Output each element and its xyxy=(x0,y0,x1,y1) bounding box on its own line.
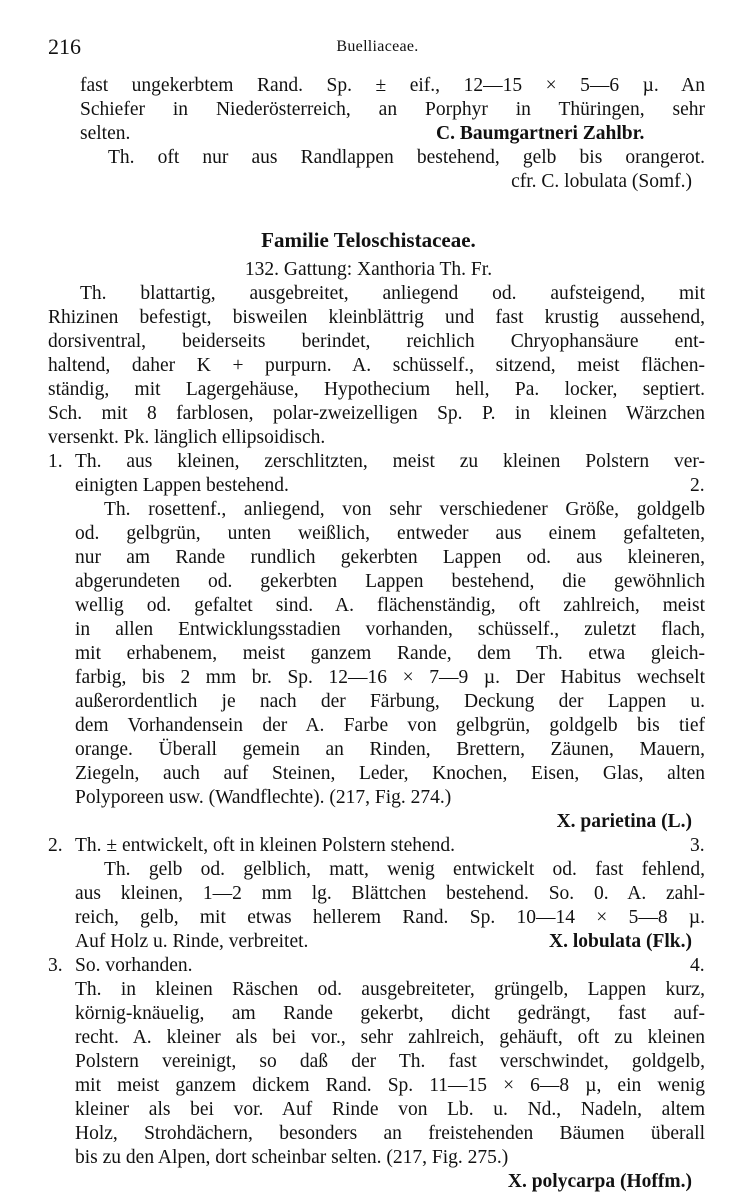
text-line: Schiefer in Niederösterreich, an Porphyr in Thüringen, sehr xyxy=(80,99,705,120)
species-name: X. parietina (L.) xyxy=(556,811,692,832)
text-line: Th. ± entwickelt, oft in kleinen Polstern stehend. xyxy=(75,835,456,856)
text-line: selten. xyxy=(80,123,131,144)
species-name-text: C. Baumgartneri Zahlbr. xyxy=(436,123,645,144)
text-line: haltend, daher K + purpurn. A. schüsself., sitzend, meist flächen- xyxy=(48,355,705,376)
text-line: kleiner als bei vor. Auf Rinde von Lb. u. Nd., Nadeln, altem xyxy=(75,1099,705,1120)
text-line: aus kleinen, 1—2 mm lg. Blättchen bestehend. So. 0. A. zahl- xyxy=(75,883,705,904)
text-line: fast ungekerbtem Rand. Sp. ± eif., 12—15 × 5—6 µ. An xyxy=(80,75,705,96)
text-line: abgerundeten od. gekerbten Lappen bestehend, die gewöhnlich xyxy=(75,571,705,592)
text-line: mit meist ganzem dickem Rand. Sp. 11—15 × 6—8 µ, ein wenig xyxy=(75,1075,705,1096)
key-reference: 4. xyxy=(690,955,705,976)
text-line: So. vorhanden. xyxy=(75,955,193,976)
text-line: Ziegeln, auch auf Steinen, Leder, Knochen, Eisen, Glas, alten xyxy=(75,763,705,784)
key-reference: 3. xyxy=(690,835,705,856)
text-line: dem Vorhandensein der A. Farbe von gelbgrün, goldgelb bis tief xyxy=(75,715,705,736)
text-line: orange. Überall gemein an Rinden, Brettern, Zäunen, Mauern, xyxy=(75,739,705,760)
text-line: Sch. mit 8 farblosen, polar-zweizelligen Sp. P. in kleinen Wärzchen xyxy=(48,403,705,424)
text-line: in allen Entwicklungsstadien vorhanden, schüsself., zuletzt flach, xyxy=(75,619,705,640)
text-line: Th. blattartig, ausgebreitet, anliegend od. aufsteigend, mit xyxy=(80,283,705,304)
page-header xyxy=(48,34,707,64)
text-line: farbig, bis 2 mm br. Sp. 12—16 × 7—9 µ. Der Habitus wechselt xyxy=(75,667,705,688)
text-line: nur am Rande rundlich gekerbten Lappen od. aus kleineren, xyxy=(75,547,705,568)
text-line: Polstern vereinigt, so daß der Th. fast verschwindet, goldgelb, xyxy=(75,1051,705,1072)
text-line: dorsiventral, beiderseits berindet, reichlich Chryophansäure ent- xyxy=(48,331,705,352)
key-number: 3. xyxy=(48,955,63,976)
text-line: körnig-knäuelig, am Rande gekerbt, dicht gedrängt, fast auf- xyxy=(75,1003,705,1024)
text-line: Polyporeen usw. (Wandflechte). (217, Fig. 274.) xyxy=(75,787,452,808)
text-line: Th. oft nur aus Randlappen bestehend, gelb bis orangerot. xyxy=(108,147,705,168)
text-line: mit erhabenem, meist ganzem Rande, dem Th. etwa gleich- xyxy=(75,643,705,664)
family-heading: Familie Teloschistaceae. xyxy=(261,228,476,252)
species-name: cfr. C. lobulata (Somf.) xyxy=(511,171,692,192)
key-number: 1. xyxy=(48,451,63,472)
text-line: Rhizinen befestigt, bisweilen kleinblättrig und fast krustig aussehend, xyxy=(48,307,705,328)
species-name xyxy=(436,122,696,146)
text-line: Th. in kleinen Räschen od. ausgebreiteter, grüngelb, Lappen kurz, xyxy=(75,979,705,1000)
text-line: recht. A. kleiner als bei vor., sehr zahlreich, gehäuft, oft zu kleinen xyxy=(75,1027,705,1048)
genus-heading: 132. Gattung: Xanthoria Th. Fr. xyxy=(244,259,493,280)
text-line: bis zu den Alpen, dort scheinbar selten. (217, Fig. 275.) xyxy=(75,1147,509,1168)
text-line: reich, gelb, mit etwas hellerem Rand. Sp. 10—14 × 5—8 µ. xyxy=(75,907,705,928)
text-line: versenkt. Pk. länglich ellipsoidisch. xyxy=(48,427,326,448)
text-line: Th. rosettenf., anliegend, von sehr verschiedener Größe, goldgelb xyxy=(104,499,705,520)
text-line: außerordentlich je nach der Färbung, Deckung der Lappen u. xyxy=(75,691,705,712)
species-name: X. lobulata (Flk.) xyxy=(548,931,692,952)
key-reference: 2. xyxy=(690,475,705,496)
text-line: od. gelbgrün, unten weißlich, entweder aus einem gefalteten, xyxy=(75,523,705,544)
text-line: ständig, mit Lagergehäuse, Hypothecium hell, Pa. locker, septiert. xyxy=(48,379,705,400)
text-line: Th. aus kleinen, zerschlitzten, meist zu kleinen Polstern ver- xyxy=(75,451,705,472)
page-number: 216 xyxy=(48,34,81,59)
text-line: wellig od. gefaltet sind. A. flächenständig, oft zahlreich, meist xyxy=(75,595,705,616)
key-number: 2. xyxy=(48,835,63,856)
text-line: einigten Lappen bestehend. xyxy=(75,475,289,496)
text-line: Th. gelb od. gelblich, matt, wenig entwickelt od. fast fehlend, xyxy=(104,859,705,880)
running-title: Buelliaceae. xyxy=(336,38,419,55)
species-name: X. polycarpa (Hoffm.) xyxy=(507,1171,692,1192)
text-line: Holz, Strohdächern, besonders an freistehenden Bäumen überall xyxy=(75,1123,705,1144)
text-line: Auf Holz u. Rinde, verbreitet. xyxy=(75,931,309,952)
